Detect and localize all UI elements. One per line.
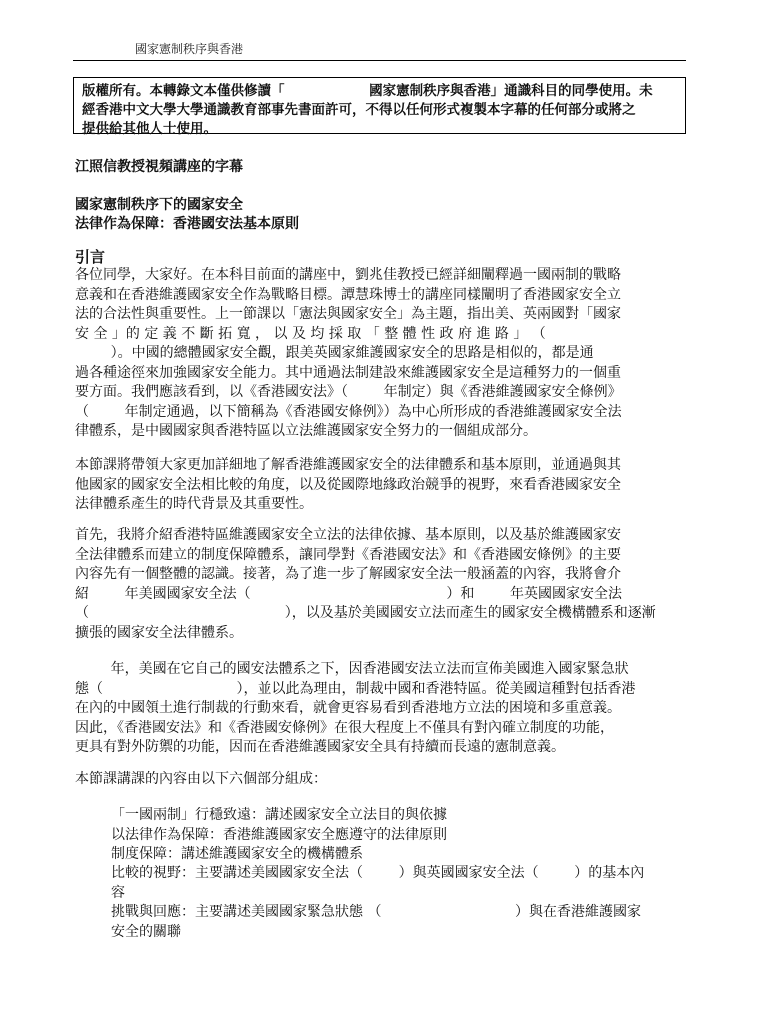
outline-line: 以法律作為保障：香港維護國家安全應遵守的法律原則 — [111, 827, 447, 843]
paragraph-line: 全法律體系而建立的制度保障體系，讓同學對《香港國安法》和《香港國安條例》的主要 — [75, 546, 621, 563]
paragraph-line: 意義和在香港維護國家安全作為戰略目標。譚慧珠博士的講座同樣闡明了香港國家安全立 — [75, 286, 621, 303]
lecture-subtitle: 法律作為保障：香港國安法基本原則 — [75, 216, 299, 232]
lecture-title: 國家憲制秩序下的國家安全 — [75, 197, 243, 213]
paragraph-scope — [75, 456, 687, 515]
running-header: 國家憲制秩序與香港 — [135, 42, 244, 56]
paragraph-line: 本節課講課的內容由以下六個部分組成： — [75, 771, 327, 787]
paragraph-line: 各位同學，大家好。在本科目前面的講座中，劉兆佳教授已經詳細闡釋過一國兩制的戰略 — [75, 267, 621, 283]
paragraph-line: 法律體系產生的時代背景及其重要性。 — [75, 496, 313, 512]
paragraph-line: 更具有對外防禦的功能，因而在香港維護國家安全具有持續而長遠的憲制意義。 — [75, 739, 565, 755]
transcript-label: 江照信教授視頻講座的字幕 — [75, 159, 243, 175]
outline-item — [111, 903, 687, 942]
outline-line: 比較的視野：主要講述美國國家安全法（ ）與英國國家安全法（ ）的基本內 — [111, 865, 645, 881]
paragraph-line: 紹 年美國國家安全法（ ）和 年英國國家安全法 — [75, 585, 623, 602]
paragraph-line: 法的合法性與重要性。上一節課以「憲法與國家安全」為主題，指出美、英兩國對「國家 — [75, 306, 621, 322]
outline-item — [111, 845, 687, 865]
paragraph-line: 本節課將帶領大家更加詳細地了解香港維護國家安全的法律體系和基本原則，並通過與其 — [75, 457, 621, 473]
paragraph-line: ）。中國的總體國家安全觀，跟美英國家維護國家安全的思路是相似的，都是通 — [75, 345, 594, 361]
copyright-line: 提供給其他人士使用。 — [82, 121, 217, 137]
paragraph-line: 要方面。我們應該看到，以《香港國安法》（ 年制定）與《香港維護國家安全條例》 — [75, 384, 622, 400]
outline-item — [111, 826, 687, 846]
paragraph-first — [75, 526, 687, 643]
outline-line: 制度保障：講述維護國家安全的機構體系 — [111, 846, 363, 862]
outline-line: 安全的關聯 — [111, 923, 181, 940]
paragraph-line: 首先，我將介紹香港特區維護國家安全立法的法律依據、基本原則，以及基於維護國家安 — [75, 527, 621, 543]
paragraph-line: 年，美國在它自己的國安法體系之下，因香港國安法立法而宣佈美國進入國家緊急狀 — [75, 661, 629, 677]
section-heading: 引言 — [75, 248, 106, 266]
header-rule — [73, 60, 686, 61]
paragraph-line: 擴張的國家安全法律體系。 — [75, 624, 243, 641]
paragraph-line: （ 年制定通過，以下簡稱為《香港國安條例》）為中心所形成的香港維護國家安全法 — [75, 403, 622, 420]
paragraph-outline-intro — [75, 770, 687, 790]
paragraph-line: 因此，《香港國安法》和《香港國安條例》在很大程度上不僅具有對內確立制度的功能， — [75, 719, 614, 736]
outline-line: 「一國兩制」行穩致遠：講述國家安全立法目的與依據 — [111, 807, 447, 823]
outline-line: 容 — [111, 884, 125, 901]
paragraph-line: 在內的中國領土進行制裁的行動來看，就會更容易看到香港地方立法的困境和多重意義。 — [75, 700, 621, 716]
copyright-notice — [73, 77, 686, 137]
outline-item — [111, 806, 687, 826]
outline-item — [111, 864, 687, 903]
paragraph-line: 態（ ），並以此為理由，制裁中國和香港特區。從美國這種對包括香港 — [75, 680, 636, 697]
copyright-line: 經香港中文大學大學通識教育部事先書面許可，不得以任何形式複製本字幕的任何部分或將之 — [82, 102, 636, 118]
paragraph-line: 他國家的國家安全法相比較的角度，以及從國際地緣政治競爭的視野，來看香港國家安全 — [75, 476, 621, 493]
paragraph-line: 安 全 」的 定 義 不 斷 拓 寬 ， 以 及 均 採 取 「 整 體 性 政 府 進 路 」 （ — [75, 325, 546, 342]
paragraph-line: 律體系，是中國國家與香港特區以立法維護國家安全努力的一個組成部分。 — [75, 423, 537, 439]
paragraph-emergency — [75, 660, 687, 758]
paragraph-line: （ ），以及基於美國國安立法而產生的國家安全機構體系和逐漸 — [75, 605, 656, 621]
paragraph-line: 過各種途徑來加強國家安全能力。其中通過法制建設來維護國家安全是這種努力的一個重 — [75, 364, 621, 381]
outline-line: 挑戰與回應：主要講述美國國家緊急狀態 （ ）與在香港維護國家 — [111, 904, 641, 920]
copyright-line: 版權所有。本轉錄文本僅供修讀「 國家憲制秩序與香港」通識科目的同學使用。未 — [82, 83, 653, 99]
paragraph-line: 內容先有一個整體的認識。接著，為了進一步了解國家安全法一般涵蓋的內容，我將會介 — [75, 566, 621, 582]
paragraph-intro — [75, 266, 687, 442]
